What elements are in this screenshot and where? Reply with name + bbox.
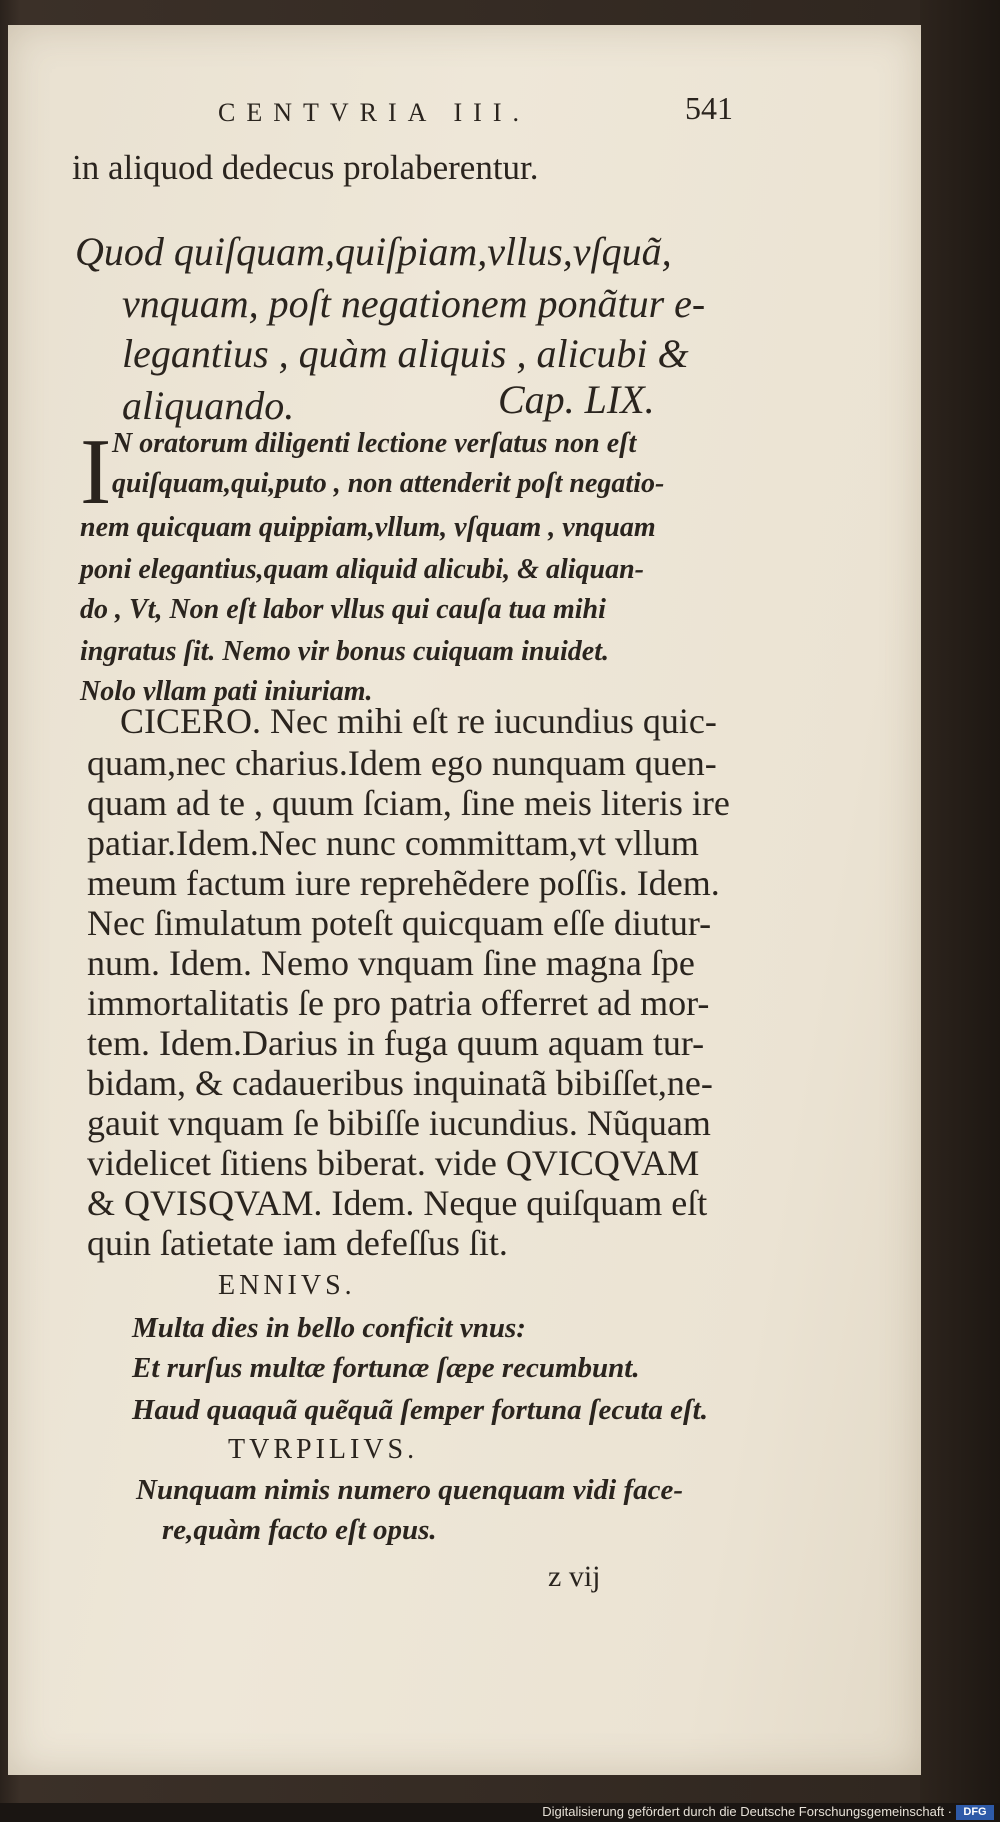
verse-line: Haud quaquã quẽquã ſemper fortuna ſecuta eſt. — [132, 1394, 708, 1426]
intro-line: do , Vt, Non eſt labor vllus qui cauſa tua mihi — [80, 594, 606, 625]
body-line: CICERO. Nec mihi eſt re iucundius quic- — [120, 701, 717, 741]
intro-line: quiſquam,qui,puto , non attenderit poſt negatio- — [112, 468, 665, 499]
intro-line: nem quicquam quippiam,vllum, vſquam , vnquam — [80, 512, 656, 543]
body-line: videlicet ſitiens biberat. vide QVICQVAM — [87, 1143, 700, 1183]
body-line: quin ſatietate iam defeſſus ſit. — [87, 1223, 508, 1263]
body-line: quam,nec charius.Idem ego nunquam quen- — [87, 743, 717, 783]
verse-line: Multa dies in bello conficit vnus: — [132, 1312, 526, 1344]
dfg-logo: DFG — [956, 1805, 994, 1820]
body-line: gauit vnquam ſe bibiſſe iucundius. Nũquam — [87, 1103, 711, 1143]
intro-line: Nolo vllam pati iniuriam. — [80, 676, 373, 707]
chapter-heading-line: vnquam, poſt negationem ponãtur e- — [122, 281, 706, 326]
verse-line: re,quàm facto eſt opus. — [162, 1514, 437, 1546]
drop-cap: I — [80, 420, 112, 524]
book-spine-shadow — [920, 0, 1000, 1822]
continued-line: in aliquod dedecus prolaberentur. — [72, 148, 539, 187]
poet-name-turpilius: TVRPILIVS. — [228, 1434, 419, 1465]
body-line: quam ad te , quum ſciam, ſine meis literis ire — [87, 783, 730, 823]
body-line: num. Idem. Nemo vnquam ſine magna ſpe — [87, 943, 695, 983]
body-line: Nec ſimulatum poteſt quicquam eſſe diutur- — [87, 903, 712, 943]
body-line: immortalitatis ſe pro patria offerret ad mor- — [87, 983, 710, 1023]
body-line: tem. Idem.Darius in fuga quum aquam tur- — [87, 1023, 705, 1063]
page-number: 541 — [685, 90, 733, 126]
intro-line: poni elegantius,quam aliquid alicubi, & aliquan- — [80, 554, 644, 585]
body-line: patiar.Idem.Nec nunc committam,vt vllum — [87, 823, 699, 863]
body-line: meum factum iure reprehẽdere poſſis. Idem. — [87, 863, 720, 903]
running-title: CENTVRIA III. — [218, 98, 530, 127]
chapter-heading-line: Quod quiſquam,quiſpiam,vllus,vſquã, — [75, 229, 672, 274]
body-line: & QVISQVAM. Idem. Neque quiſquam eſt — [87, 1183, 708, 1223]
signature-mark: z vij — [548, 1560, 601, 1593]
chapter-heading-line: legantius , quàm aliquis , alicubi & — [122, 331, 689, 376]
intro-line: N oratorum diligenti lectione verſatus non eſt — [112, 428, 637, 459]
chapter-heading-line: aliquando. — [122, 383, 295, 428]
intro-line: ingratus ſit. Nemo vir bonus cuiquam inuidet. — [80, 636, 609, 667]
chapter-label: Cap. LIX. — [498, 377, 655, 422]
verse-line: Et rurſus multæ fortunæ ſæpe recumbunt. — [132, 1352, 640, 1384]
body-line: bidam, & cadaueribus inquinatã bibiſſet,ne- — [87, 1063, 713, 1103]
poet-name-ennius: ENNIVS. — [218, 1270, 356, 1301]
footer-credit: Digitalisierung gefördert durch die Deutsche Forschungsgemeinschaft · — [542, 1804, 952, 1819]
verse-line: Nunquam nimis numero quenquam vidi face- — [136, 1474, 684, 1506]
